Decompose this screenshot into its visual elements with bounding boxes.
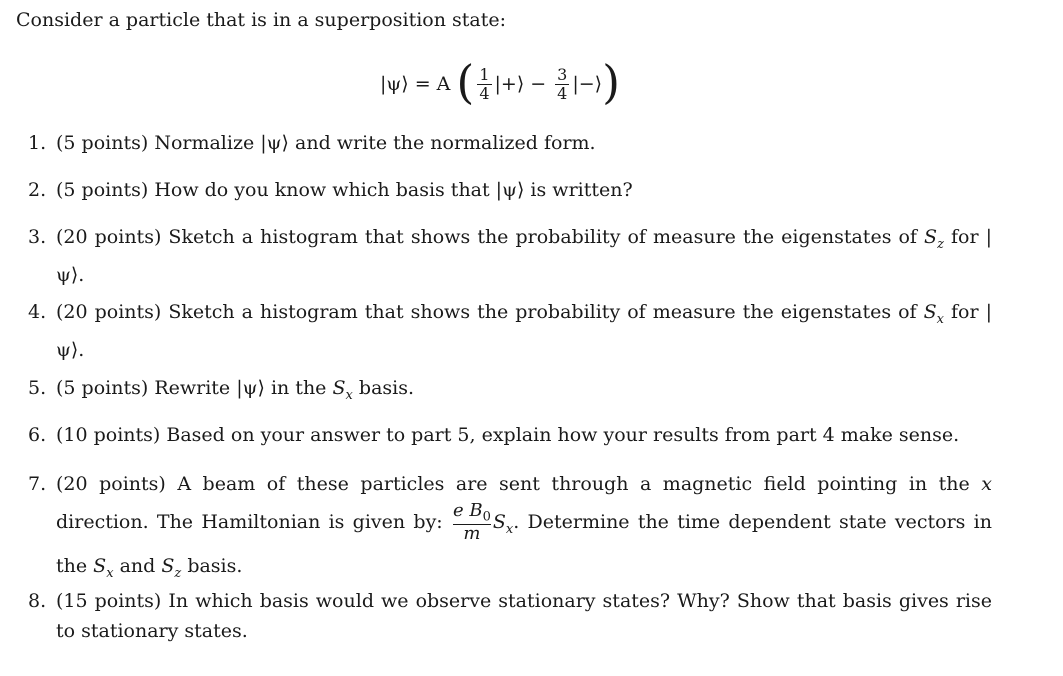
operator-s-z: S xyxy=(161,554,175,577)
operator-sub-z: z xyxy=(174,565,182,581)
question-number: 4. xyxy=(28,301,47,323)
question-text: Sketch a histogram that shows the probability of measure the eigenstates of xyxy=(168,301,917,323)
question-text: Normalize |ψ⟩ and write the normalized form. xyxy=(154,132,596,154)
question-6 xyxy=(28,420,992,450)
coef1-den: 4 xyxy=(479,83,490,103)
question-text: A beam of these particles are sent through a magnetic field pointing in the xyxy=(177,473,970,495)
operator-s: S xyxy=(492,511,506,534)
coefficient-plus xyxy=(477,66,491,102)
right-paren: ) xyxy=(602,55,621,109)
question-points: (20 points) xyxy=(56,226,162,248)
question-text-end: for |ψ⟩. xyxy=(56,226,992,286)
question-text: Based on your answer to part 5, explain how your results from part 4 make sense. xyxy=(166,424,960,446)
operator-s: S xyxy=(332,377,346,399)
ket-plus: |+⟩ xyxy=(494,73,525,95)
question-points: (10 points) xyxy=(56,424,161,446)
minus-sign: − xyxy=(530,73,547,95)
question-5 xyxy=(28,373,992,411)
question-points: (20 points) xyxy=(56,473,166,495)
question-points: (20 points) xyxy=(56,301,162,323)
question-number: 5. xyxy=(28,377,47,399)
frac-numerator-sub: 0 xyxy=(482,509,491,525)
question-3 xyxy=(28,222,992,290)
question-4 xyxy=(28,297,992,365)
frac-numerator: e B xyxy=(452,500,483,521)
question-points: (5 points) xyxy=(56,377,149,399)
question-number: 7. xyxy=(28,473,47,495)
question-points: (5 points) xyxy=(56,132,149,154)
question-points: (5 points) xyxy=(56,179,149,201)
question-text-end: basis. xyxy=(358,377,415,399)
left-paren: ( xyxy=(456,55,475,109)
frac-denominator: m xyxy=(463,523,481,545)
question-text: How do you know which basis that |ψ⟩ is written? xyxy=(154,179,633,201)
ket-minus: |−⟩ xyxy=(572,73,603,95)
operator-sub: x xyxy=(936,311,944,327)
question-1 xyxy=(28,128,992,158)
operator-sub: z xyxy=(937,236,944,252)
coef2-num: 3 xyxy=(557,64,568,84)
question-text-end: basis. xyxy=(187,554,243,577)
question-8 xyxy=(28,586,992,646)
question-text-mid: direction. The Hamiltonian is given by: xyxy=(56,511,443,534)
question-7 xyxy=(28,466,992,592)
intro-text: Consider a particle that is in a superposition state: xyxy=(16,9,507,31)
operator-s: S xyxy=(923,301,937,323)
operator-s-x: S xyxy=(93,554,107,577)
question-text: Sketch a histogram that shows the probability of measure the eigenstates of xyxy=(168,226,917,248)
operator-s: S xyxy=(924,226,938,248)
and-word: and xyxy=(119,554,156,577)
coef1-num: 1 xyxy=(479,64,490,84)
question-number: 1. xyxy=(28,132,47,154)
question-text: Rewrite |ψ⟩ in the xyxy=(154,377,327,399)
question-2 xyxy=(28,175,992,205)
equation-lhs: |ψ⟩ = A xyxy=(379,73,451,95)
coefficient-minus xyxy=(555,66,569,102)
superposition-equation xyxy=(0,56,1000,112)
question-points: (15 points) xyxy=(56,590,162,612)
operator-sub: x xyxy=(345,387,353,403)
question-text-c: . Determine the time dependent state vectors in the xyxy=(56,511,992,577)
operator-sub: x xyxy=(505,521,514,537)
question-number: 2. xyxy=(28,179,47,201)
question-number: 3. xyxy=(28,226,47,248)
x-axis-symbol: x xyxy=(981,473,993,495)
question-number: 6. xyxy=(28,424,47,446)
question-text: In which basis would we observe stationary states? Why? Show that basis gives rise to stationary states. xyxy=(56,590,993,642)
question-text-end: for |ψ⟩. xyxy=(56,301,992,361)
hamiltonian-fraction xyxy=(453,502,491,544)
question-number: 8. xyxy=(28,590,47,612)
coef2-den: 4 xyxy=(557,83,568,103)
operator-sub-x: x xyxy=(106,565,114,581)
